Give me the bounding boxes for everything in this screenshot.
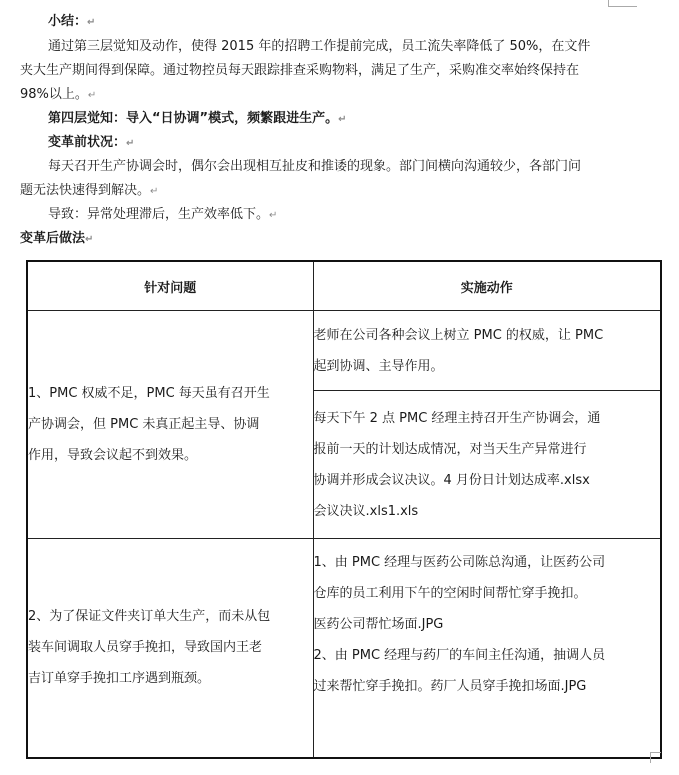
page-corner-mark xyxy=(650,752,661,763)
paragraph-mark: ↵ xyxy=(126,138,135,149)
problem-cell-2: 2、为了保证文件夹订单大生产，而未从包 装车间调取人员穿手挽扣，导致国内王老 吉订单穿手挽扣工序遇到瓶颈。 xyxy=(27,539,313,758)
summary-heading: 小结：↵ xyxy=(48,14,96,29)
summary-line-2: 夹大生产期间得到保障。通过物控员每天跟踪排查采购物料，满足了生产，采购准交率始终保持在 xyxy=(20,63,580,78)
summary-line-3: 98%以上。↵ xyxy=(20,87,97,102)
before-line-1: 每天召开生产协调会时，偶尔会出现相互扯皮和推诿的现象。部门间横向沟通较少，各部门问 xyxy=(48,159,582,174)
paragraph-mark: ↵ xyxy=(85,234,94,245)
before-heading: 变革前状况：↵ xyxy=(48,135,135,150)
measures-table xyxy=(26,260,662,759)
paragraph-mark: ↵ xyxy=(87,90,97,101)
action-cell-2: 1、由 PMC 经理与医药公司陈总沟通，让医药公司 仓库的员工利用下午的空闲时间帮忙穿手挽扣。 医药公司帮忙场面.JPG 2、由 PMC 经理与药厂的车间主任沟通，抽调人员 过来帮忙穿手挽扣。药厂人员穿手挽扣场面.JPG xyxy=(313,539,661,758)
action-cell-1b: 每天下午 2 点 PMC 经理主持召开生产协调会，通 报前一天的计划达成情况，对当天生产异常进行 协调并形成会议决议。4 月份日计划达成率.xlsx 会议决议.xls1.xls xyxy=(313,391,661,539)
layer4-heading: 第四层觉知：导入“日协调”模式，频繁跟进生产。↵ xyxy=(48,111,347,126)
after-heading: 变革后做法↵ xyxy=(20,231,94,246)
result-line: 导致：异常处理滞后，生产效率低下。↵ xyxy=(48,207,278,222)
header-action: 实施动作 xyxy=(313,261,661,311)
paragraph-mark: ↵ xyxy=(338,114,347,125)
problem-cell-1: 1、PMC 权威不足，PMC 每天虽有召开生 产协调会，但 PMC 未真正起主导、协调 作用，导致会议起不到效果。 xyxy=(27,311,313,539)
header-problem: 针对问题 xyxy=(27,261,313,311)
summary-line-1: 通过第三层觉知及动作，使得 2015 年的招聘工作提前完成，员工流失率降低了 50%，在文件 xyxy=(48,39,591,54)
paragraph-mark: ↵ xyxy=(87,17,96,28)
paragraph-mark: ↵ xyxy=(269,210,278,221)
paragraph-mark: ↵ xyxy=(150,186,159,197)
action-cell-1a: 老师在公司各种会议上树立 PMC 的权威，让 PMC 起到协调、主导作用。 xyxy=(313,311,661,391)
before-line-2: 题无法快速得到解决。↵ xyxy=(20,183,159,198)
page-corner-mark xyxy=(608,0,637,7)
